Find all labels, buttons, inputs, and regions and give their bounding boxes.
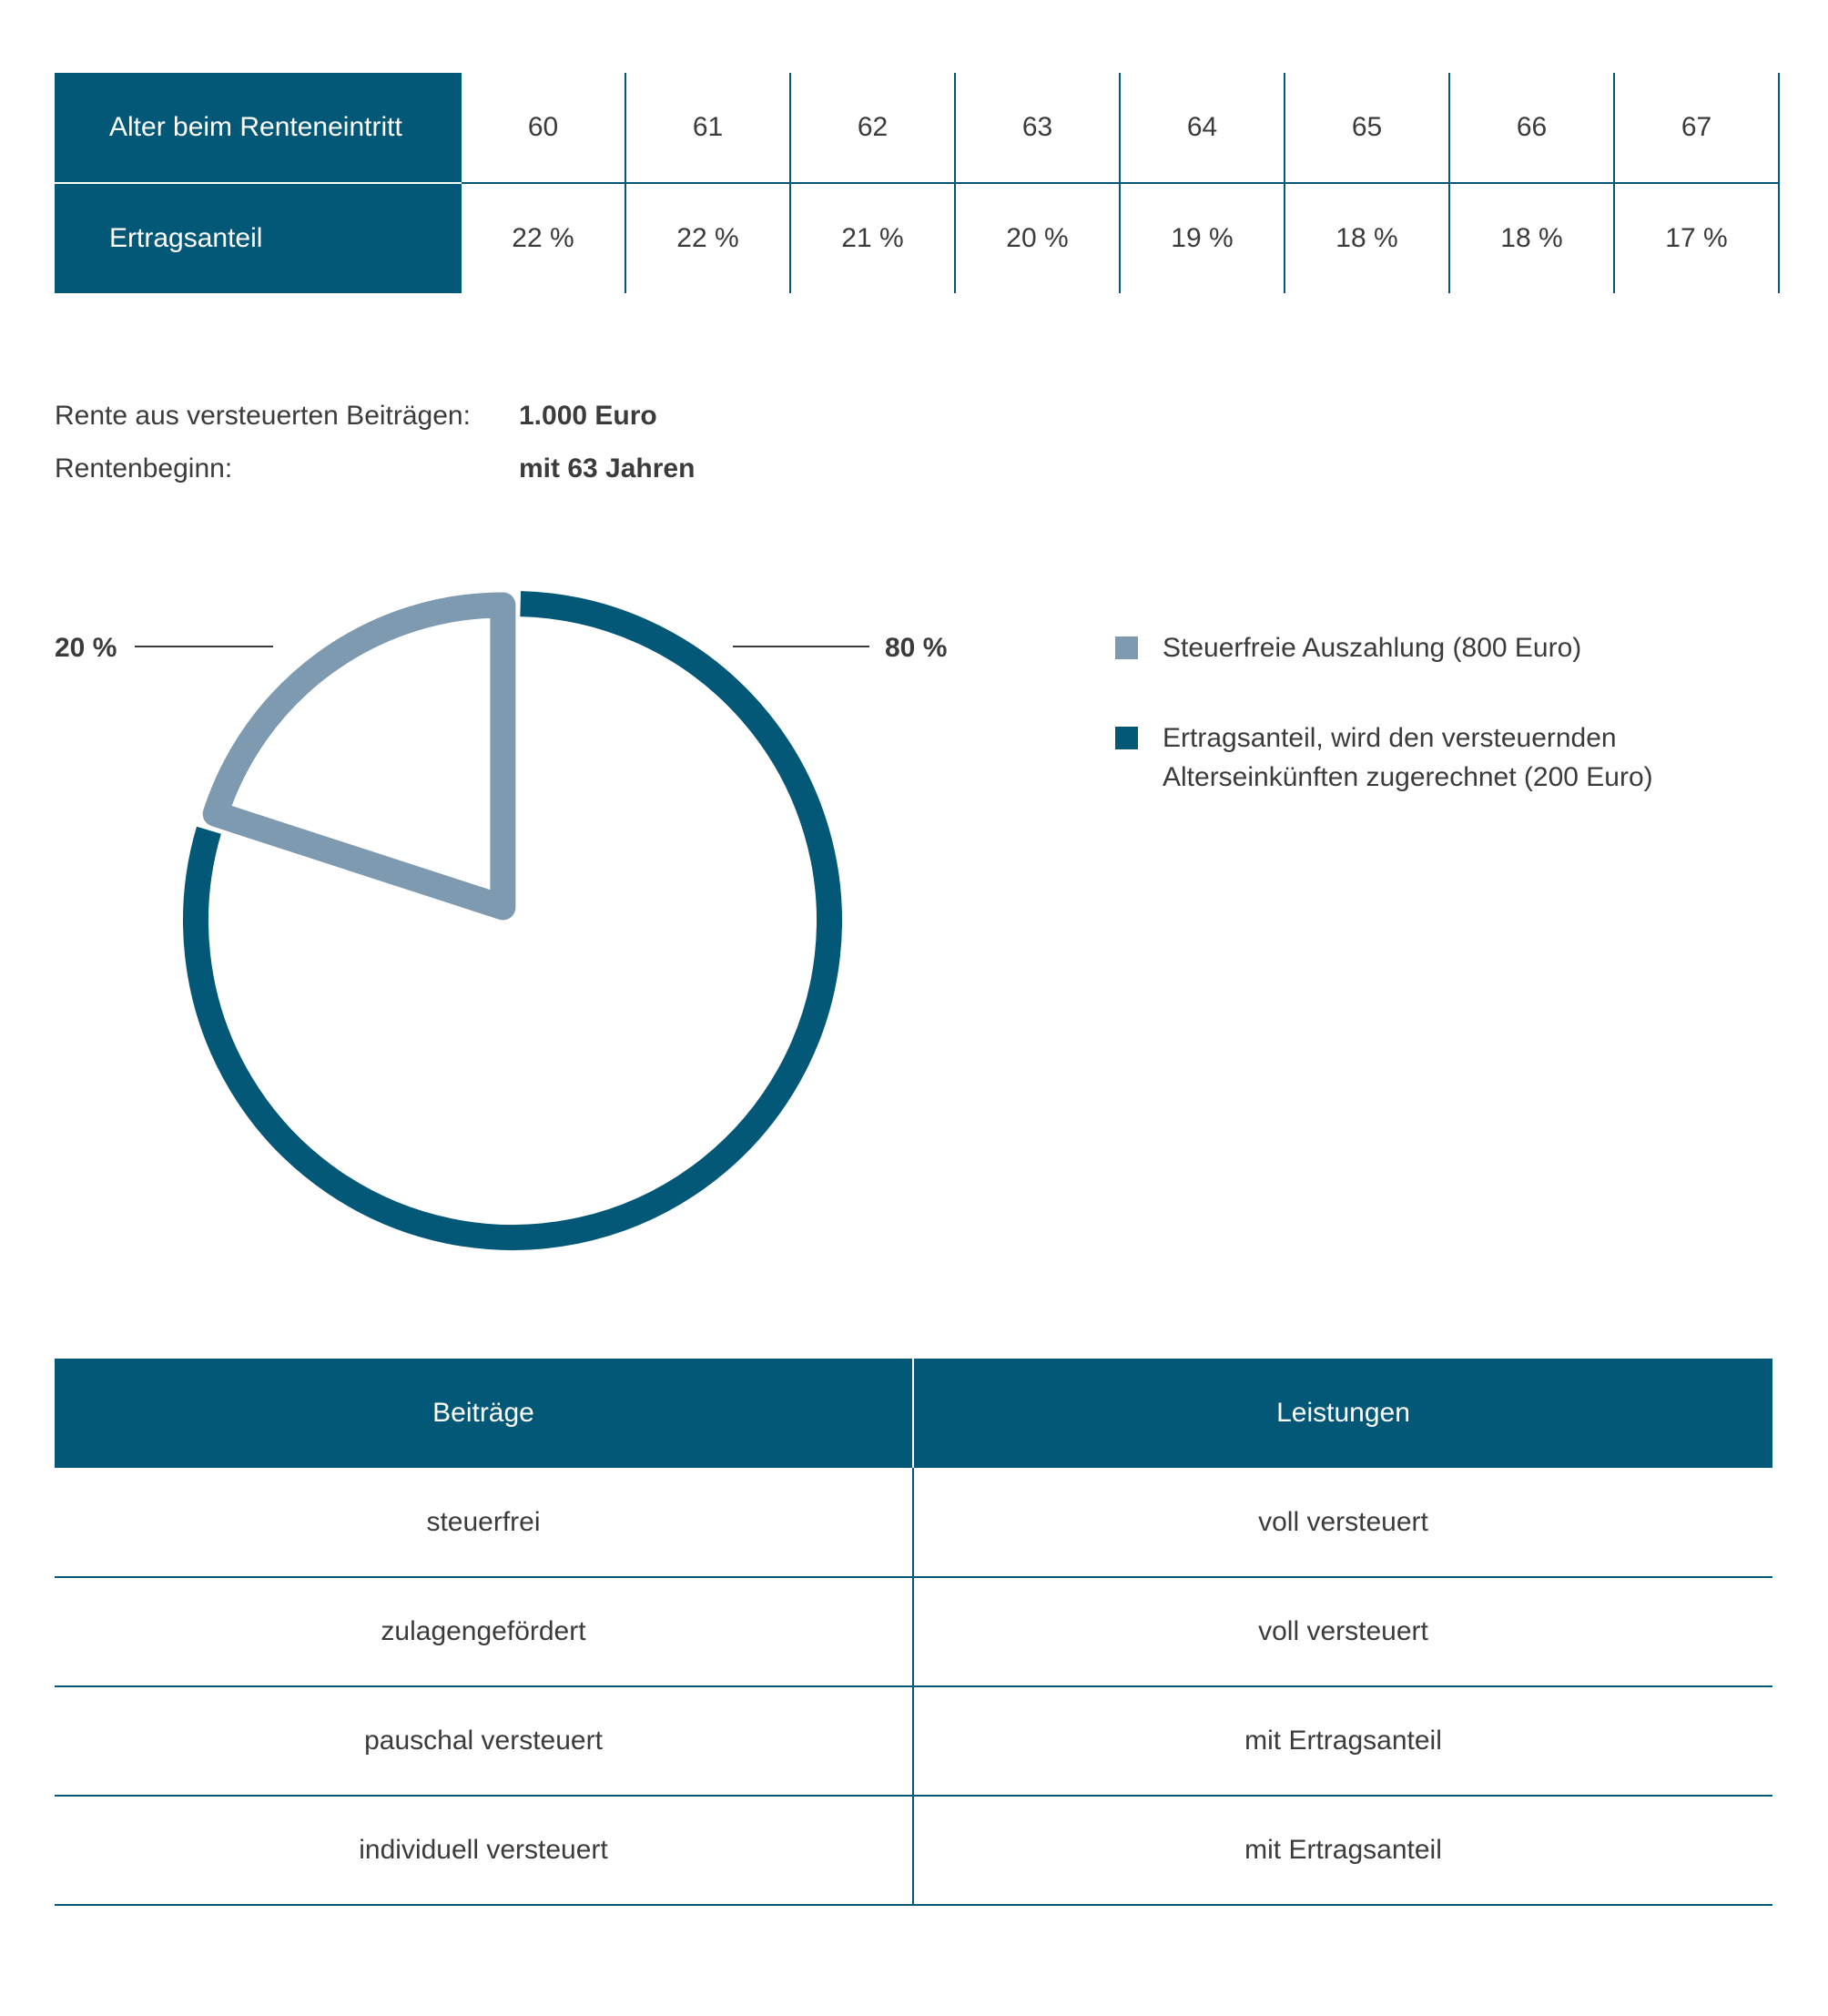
table-row [55, 1686, 1772, 1796]
share-row [55, 183, 1779, 293]
share-cell: 22 % [462, 183, 625, 293]
contribution-cell: steuerfrei [55, 1468, 913, 1577]
legend-item-steuerfrei [1115, 628, 1653, 667]
share-cell: 18 % [1285, 183, 1449, 293]
pie-slice-20 [216, 605, 503, 907]
pie-chart [0, 546, 1020, 1275]
pension-label: Rente aus versteuerten Beiträgen: [55, 401, 471, 431]
table-row [55, 1796, 1772, 1905]
header-beitraege: Beiträge [55, 1359, 913, 1468]
taxation-header-row [55, 1359, 1772, 1468]
share-cell: 19 % [1120, 183, 1285, 293]
age-row-header: Alter beim Renteneintritt [55, 73, 462, 183]
age-cell: 66 [1449, 73, 1614, 183]
header-leistungen: Leistungen [913, 1359, 1772, 1468]
age-cell: 63 [955, 73, 1120, 183]
share-cell: 17 % [1614, 183, 1779, 293]
ertragsanteil-table [55, 73, 1780, 293]
pension-value: 1.000 Euro [519, 401, 657, 431]
benefit-cell: voll versteuert [913, 1577, 1772, 1686]
contribution-cell: individuell versteuert [55, 1796, 913, 1905]
share-cell: 22 % [625, 183, 790, 293]
benefit-cell: mit Ertragsanteil [913, 1686, 1772, 1796]
age-cell: 61 [625, 73, 790, 183]
age-cell: 62 [790, 73, 955, 183]
share-cell: 20 % [955, 183, 1120, 293]
table-row [55, 1577, 1772, 1686]
taxation-table [55, 1359, 1772, 1906]
age-cell: 64 [1120, 73, 1285, 183]
share-cell: 18 % [1449, 183, 1614, 293]
legend-swatch [1115, 636, 1138, 659]
pie-label-20: 20 % [55, 633, 117, 663]
pie-legend [1115, 628, 1653, 797]
legend-text: Steuerfreie Auszahlung (800 Euro) [1163, 633, 1582, 663]
contribution-cell: zulagengefördert [55, 1577, 913, 1686]
benefit-cell: voll versteuert [913, 1468, 1772, 1577]
share-cell: 21 % [790, 183, 955, 293]
legend-text-line2: Alterseinkünften zugerechnet (200 Euro) [1163, 762, 1653, 792]
start-value: mit 63 Jahren [519, 453, 696, 484]
age-cell: 60 [462, 73, 625, 183]
legend-text-line1: Ertragsanteil, wird den versteuernden [1163, 723, 1617, 753]
pie-label-80: 80 % [885, 633, 948, 663]
legend-swatch [1115, 727, 1138, 749]
age-row [55, 73, 1779, 183]
table-row [55, 1468, 1772, 1577]
age-cell: 65 [1285, 73, 1449, 183]
contribution-cell: pauschal versteuert [55, 1686, 913, 1796]
share-row-header: Ertragsanteil [55, 183, 462, 293]
start-label: Rentenbeginn: [55, 453, 233, 484]
benefit-cell: mit Ertragsanteil [913, 1796, 1772, 1905]
age-cell: 67 [1614, 73, 1779, 183]
legend-item-ertragsanteil [1115, 718, 1653, 797]
